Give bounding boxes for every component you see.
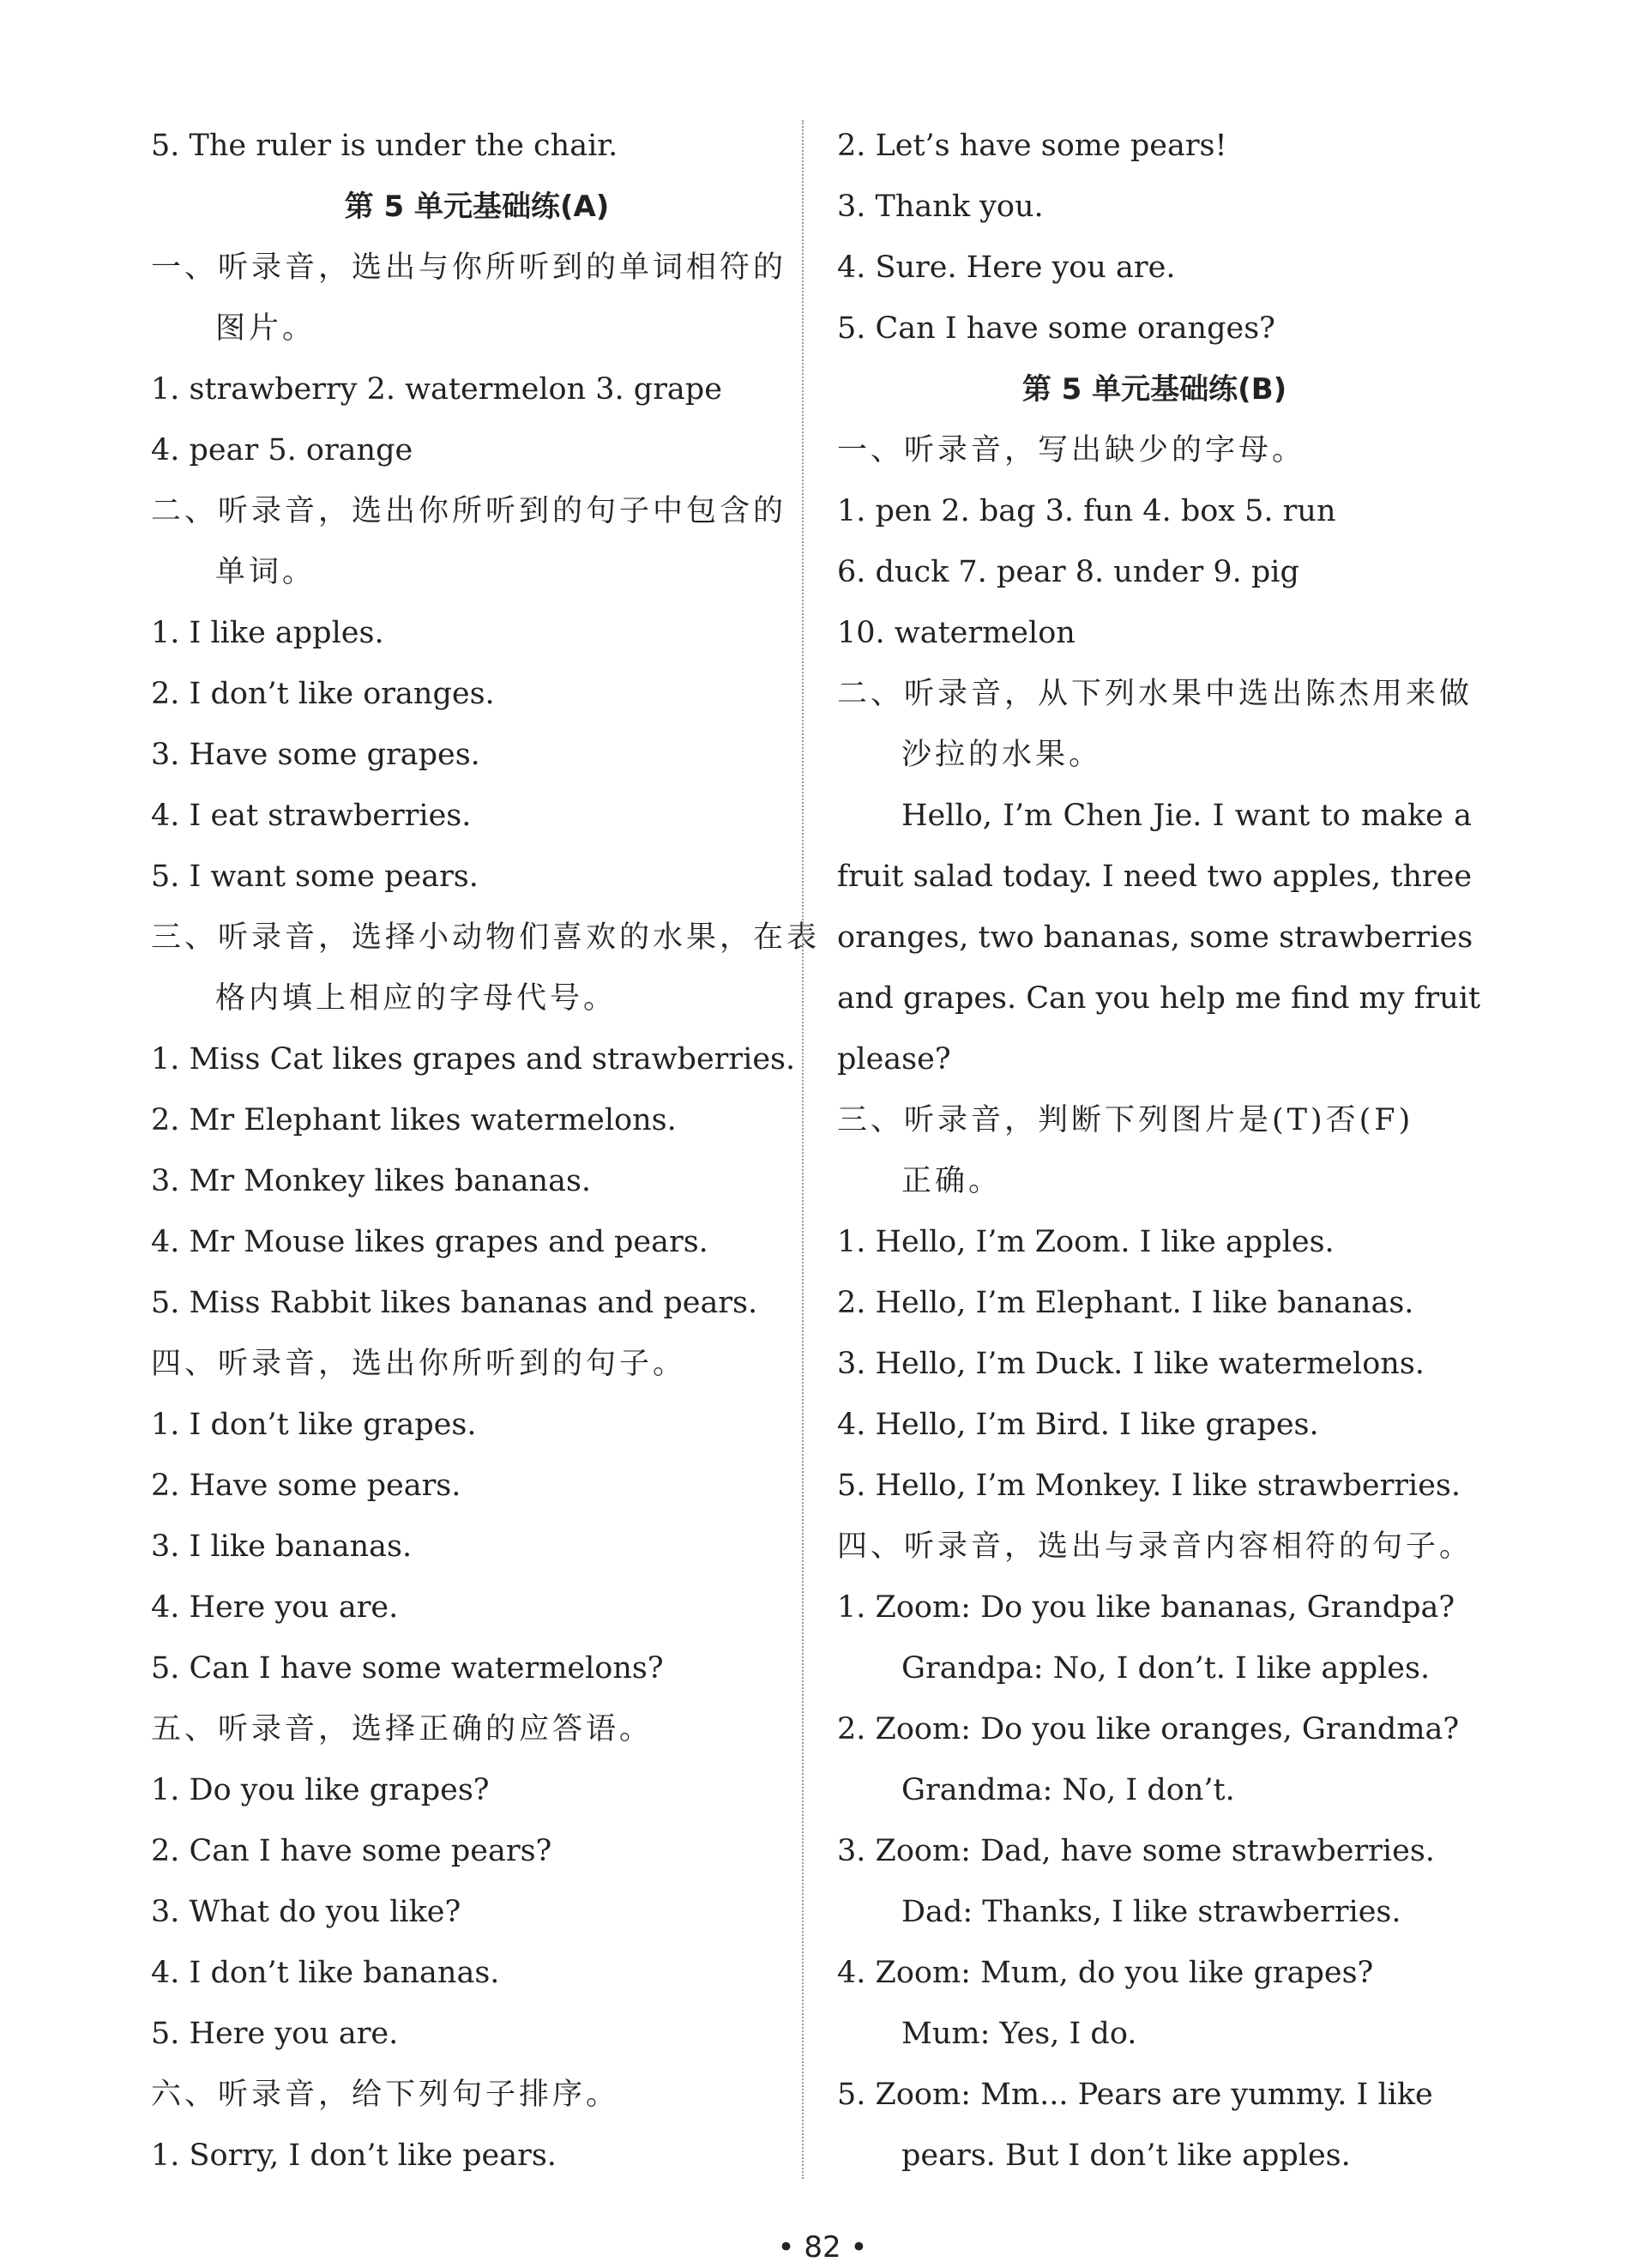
text-line: 1. I don’t like grapes. <box>151 1408 477 1442</box>
text-line: 5. Hello, I’m Monkey. I like strawberries. <box>837 1469 1461 1503</box>
text-line: fruit salad today. I need two apples, three <box>837 860 1473 894</box>
text-line: 5. Can I have some watermelons? <box>151 1651 664 1686</box>
text-line: 3. Zoom: Dad, have some strawberries. <box>837 1834 1435 1868</box>
text-line: 四、听录音，选出你所听到的句子。 <box>151 1347 687 1381</box>
text-line: 3. I like bananas. <box>151 1529 413 1564</box>
section-title: 第 5 单元基础练(B) <box>1021 372 1287 407</box>
text-line: 4. I don’t like bananas. <box>151 1956 500 1990</box>
text-line: 3. Hello, I’m Duck. I like watermelons. <box>837 1347 1425 1381</box>
section-title: 第 5 单元基础练(A) <box>344 190 610 224</box>
text-line: 沙拉的水果。 <box>901 738 1103 772</box>
text-line: 5. I want some pears. <box>151 860 479 894</box>
text-line: please? <box>837 1042 951 1077</box>
right-column <box>837 120 1481 2191</box>
text-line: 1. strawberry 2. watermelon 3. grape <box>151 372 722 407</box>
text-line: 正确。 <box>901 1164 1003 1198</box>
text-line: 2. Mr Elephant likes watermelons. <box>151 1103 677 1137</box>
text-line: 1. Zoom: Do you like bananas, Grandpa? <box>837 1590 1455 1625</box>
text-line: 一、听录音，选出与你所听到的单词相符的 <box>151 250 787 285</box>
text-line: 1. Sorry, I don’t like pears. <box>151 2138 557 2173</box>
text-line: Dad: Thanks, I like strawberries. <box>901 1895 1401 1929</box>
text-line: and grapes. Can you help me find my fruit <box>837 981 1481 1016</box>
text-line: 3. Have some grapes. <box>151 738 480 772</box>
text-line: 4. I eat strawberries. <box>151 799 472 833</box>
text-line: 4. Zoom: Mum, do you like grapes? <box>837 1956 1374 1990</box>
text-line: 4. Mr Mouse likes grapes and pears. <box>151 1225 708 1259</box>
column-divider <box>802 120 804 2179</box>
text-line: 5. Can I have some oranges? <box>837 311 1275 346</box>
text-line: 5. Here you are. <box>151 2017 399 2051</box>
text-line: 二、听录音，从下列水果中选出陈杰用来做 <box>837 677 1473 711</box>
text-line: 2. Zoom: Do you like oranges, Grandma? <box>837 1712 1460 1746</box>
text-line: 3. Thank you. <box>837 190 1044 224</box>
text-line: Grandpa: No, I don’t. I like apples. <box>901 1651 1431 1686</box>
text-line: 1. Hello, I’m Zoom. I like apples. <box>837 1225 1335 1259</box>
text-line: 图片。 <box>215 311 316 346</box>
text-line: 1. Do you like grapes? <box>151 1773 490 1807</box>
text-line: Hello, I’m Chen Jie. I want to make a <box>901 799 1472 833</box>
text-line: 4. Hello, I’m Bird. I like grapes. <box>837 1408 1319 1442</box>
text-line: 格内填上相应的字母代号。 <box>215 981 618 1016</box>
text-line: 三、听录音，判断下列图片是(T)否(F) <box>837 1103 1414 1137</box>
text-line: 三、听录音，选择小动物们喜欢的水果，在表 <box>151 920 821 955</box>
text-line: 2. Have some pears. <box>151 1469 461 1503</box>
text-line: Mum: Yes, I do. <box>901 2017 1137 2051</box>
text-line: 4. pear 5. orange <box>151 433 413 467</box>
text-line: oranges, two bananas, some strawberries <box>837 920 1473 955</box>
text-line: Grandma: No, I don’t. <box>901 1773 1235 1807</box>
text-line: 1. pen 2. bag 3. fun 4. box 5. run <box>837 494 1336 528</box>
text-line: 2. Hello, I’m Elephant. I like bananas. <box>837 1286 1414 1320</box>
text-line: 5. Zoom: Mm... Pears are yummy. I like <box>837 2078 1433 2112</box>
text-line: 4. Sure. Here you are. <box>837 250 1176 285</box>
text-line: 单词。 <box>215 555 316 589</box>
text-line: 5. The ruler is under the chair. <box>151 129 618 163</box>
text-line: 五、听录音，选择正确的应答语。 <box>151 1712 654 1746</box>
text-line: 3. Mr Monkey likes bananas. <box>151 1164 592 1198</box>
text-line: 1. Miss Cat likes grapes and strawberries. <box>151 1042 796 1077</box>
text-line: 6. duck 7. pear 8. under 9. pig <box>837 555 1299 589</box>
left-column <box>151 120 821 2191</box>
text-line: 3. What do you like? <box>151 1895 461 1929</box>
text-line: pears. But I don’t like apples. <box>901 2138 1351 2173</box>
text-line: 2. Let’s have some pears! <box>837 129 1227 163</box>
text-line: 2. I don’t like oranges. <box>151 677 495 711</box>
text-line: 一、听录音，写出缺少的字母。 <box>837 433 1306 467</box>
text-line: 2. Can I have some pears? <box>151 1834 552 1868</box>
text-line: 六、听录音，给下列句子排序。 <box>151 2078 620 2112</box>
text-line: 10. watermelon <box>837 616 1076 650</box>
text-line: 5. Miss Rabbit likes bananas and pears. <box>151 1286 758 1320</box>
text-line: 四、听录音，选出与录音内容相符的句子。 <box>837 1529 1473 1564</box>
text-line: 1. I like apples. <box>151 616 384 650</box>
text-line: 二、听录音，选出你所听到的句子中包含的 <box>151 494 787 528</box>
page-number: • 82 • <box>777 2230 868 2265</box>
text-line: 4. Here you are. <box>151 1590 399 1625</box>
